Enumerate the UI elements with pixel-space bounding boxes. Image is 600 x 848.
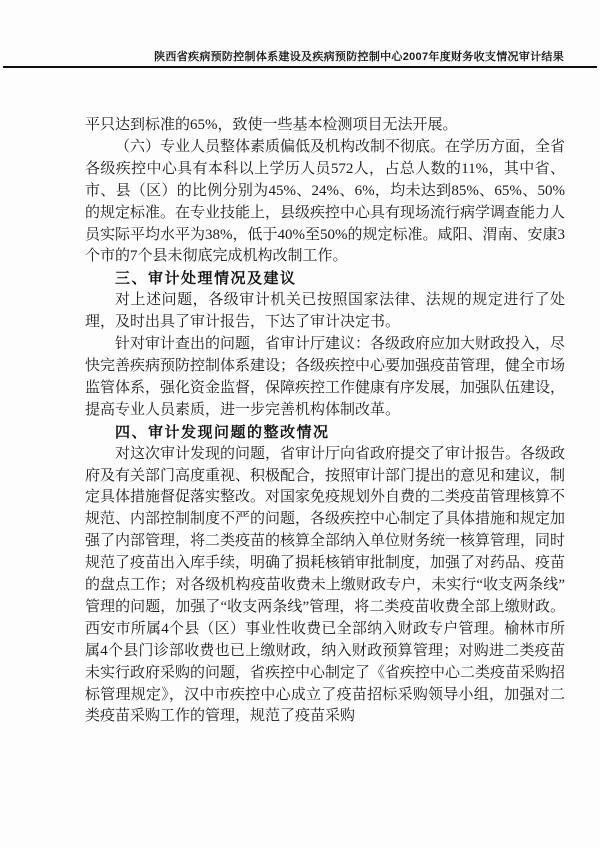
paragraph-professional-quality: （六）专业人员整体素质偏低及机构改制不彻底。在学历方面，全省各级疾控中心具有本科以上学历人员572人，占总人数的11%，其中省、市、县（区）的比例分别为45%、24%、6%，均未达到85%、65%、50%的规定标准。在专业技能上，县级疾控中心具有现场流行病学调查能力人员实际平均水平为38%，低于40%至50%的规定标准。咸阳、渭南、安康3个市的7个县未彻底完成机构改制工作。 — [85, 138, 566, 265]
continuation-paragraph: 平只达到标准的65%，致使一些基本检测项目无法开展。 — [85, 117, 458, 133]
paragraph-rectification: 对这次审计发现的问题，省审计厅向省政府提交了审计报告。各级政府及有关部门高度重视、积极配合，按照审计部门提出的意见和建议，制定具体措施督促落实整改。对国家免疫规划外自费的二类疫苗管理核算不规范、内部控制制度不严的问题，各级疾控中心制定了具体措施和规定加强了内部管理，将二类疫苗的核算全部纳入单位财务统一核算管理，同时规范了疫苗出入库手续，明确了损耗核销审批制度，加强了对药品、疫苗的盘点工作；对各级机构疫苗收费未上缴财政专户，未实行“收支两条线”管理的问题，加强了“收支两条线”管理，将二类疫苗收费全部上缴财政。西安市所属4个县（区）事业性收费已全部纳入财政专户管理。榆林市所属4个县门诊部收费也已上缴财政，纳入财政预算管理；对购进二类疫苗未实行政府采购的问题，省疾控中心制定了《省疾控中心二类疫苗采购招标管理规定》，汉中市疾控中心成立了疫苗招标采购领导小组，加强对二类疫苗采购工作的管理，规范了疫苗采购 — [85, 445, 566, 725]
section-heading-3: 三、审计处理情况及建议 — [115, 270, 297, 288]
section-heading-4: 四、审计发现问题的整改情况 — [115, 423, 330, 441]
paragraph-audit-suggestions: 针对审计查出的问题，省审计厅建议：各级政府应加大财政投入，尽快完善疾病预防控制体系建设；各级疾控中心要加强疫苗管理，健全市场监管体系，强化资金监督，保障疾控工作健康有序发展，加强队伍建设，提高专业人员素质，进一步完善机构体制改革。 — [85, 336, 566, 418]
paragraph-audit-handling: 对上述问题，各级审计机关已按照国家法律、法规的规定进行了处理，及时出具了审计报告，下达了审计决定书。 — [85, 292, 565, 331]
header-rule — [3, 66, 597, 68]
running-header-title: 陕西省疾病预防控制体系建设及疾病预防控制中心2007年度财务收支情况审计结果 — [154, 51, 564, 63]
document-body — [85, 115, 565, 728]
